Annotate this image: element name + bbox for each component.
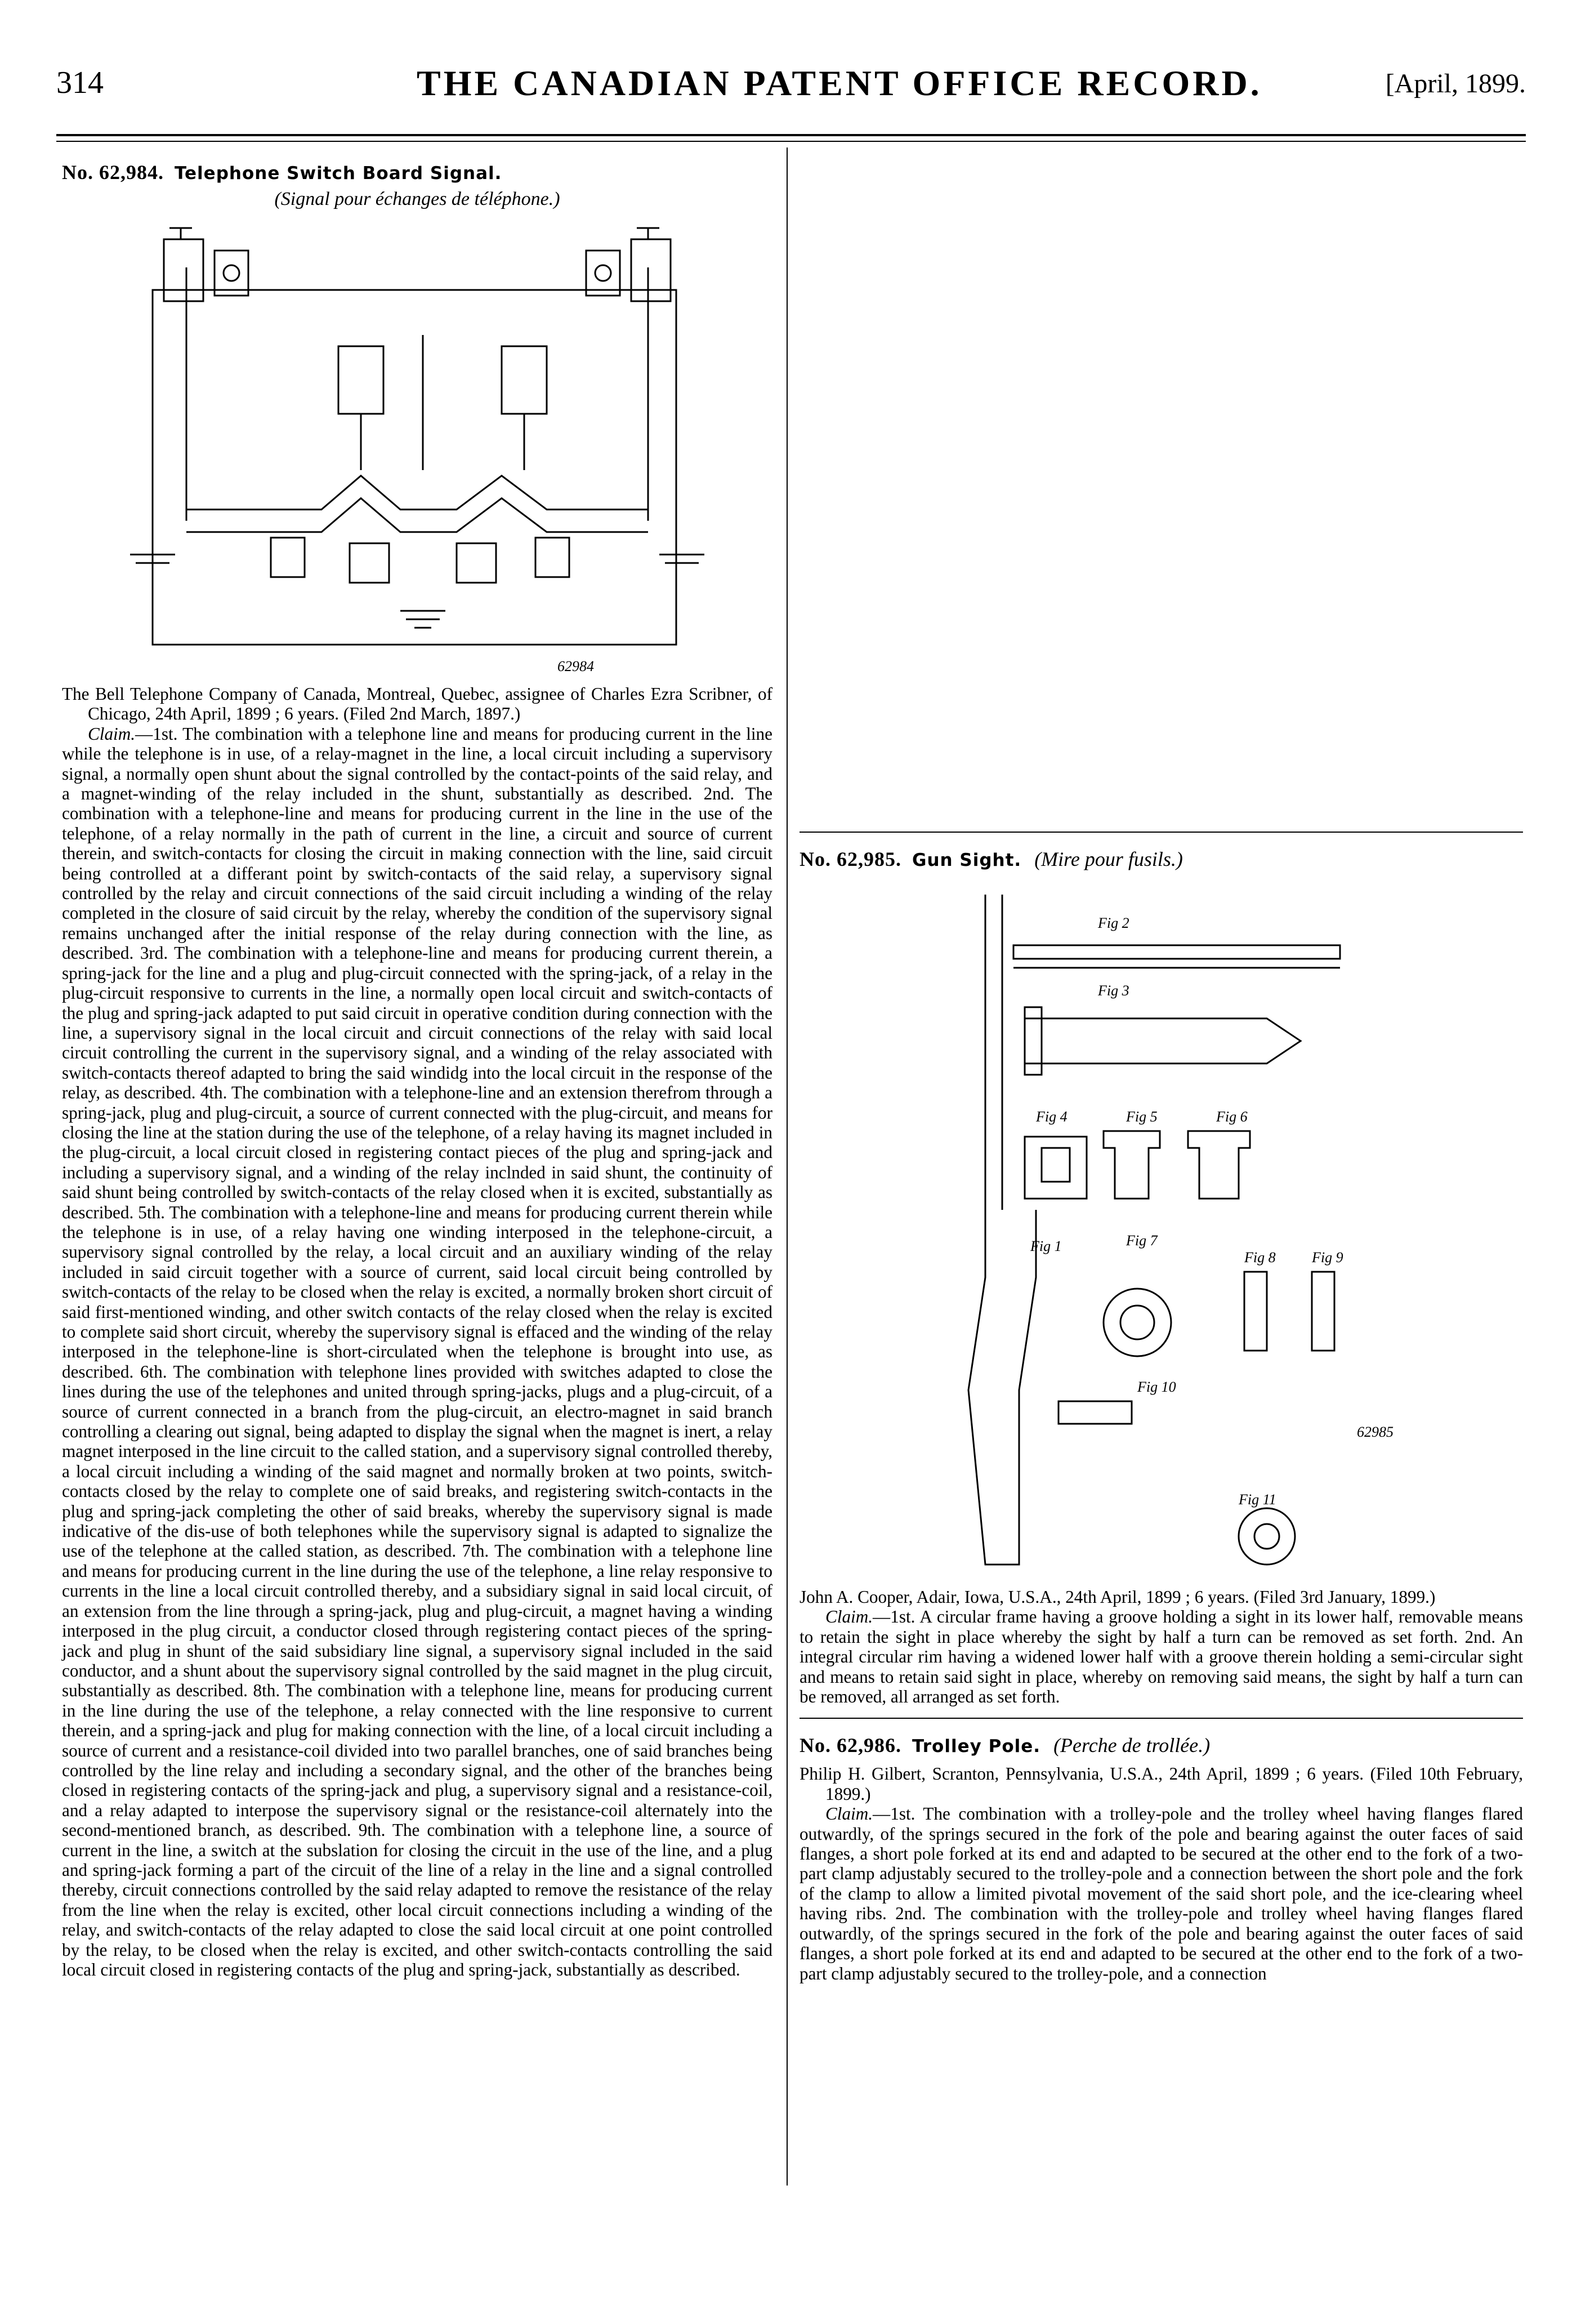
claim-text: —1st. The combination with a telephone line and means for producing current in the line while the telephone is in use, of a relay-magnet in the line, a local circuit including a supervisory signal, a normally open shunt about the signal controlled by the contact-points of the said relay, and a magnet-winding of the relay included in the shunt, substantially as described. 2nd. The combination with a telephone-line and means for producing current in the line in the use of the telephone, of a relay normally in the path of current in the line, a circuit and source of current therein, and switch-contacts for closing the circuit in making connection with the line, said circuit being controlled at a differant point by switch-contacts of the said relay, a supervisory signal controlled by the relay and circuit connections of the said circuit including a winding of the relay completed in the closure of said circuit by the relay, whereby the condition of the supervisory signal remains unchanged after the initial response of the relay during connection with the line, as described. 3rd. The combination with a telephone-line and means for producing current therein, a spring-jack for the line and a plug and plug-circuit connected with the spring-jack, of a relay in the plug-circuit responsive to currents in the line, a normally open local circuit and switch-contacts of the plug and spring-jack adapted to put said circuit in operative condition during connection with the line, a supervisory signal in the local circuit and circuit connections of the relay with said local circuit controlling the current in the supervisory signal, and a winding of the relay associated with switch-contacts thereof adapted to bring the said windidg into the local circuit in the response of the relay, as described. 4th. The combination with a telephone-line and an extension therefrom through a spring-jack, plug and plug-circuit, a source of current connected with the plug-circuit, and means for closing the line at the station during the use of the telephone, of a relay having its magnet included in the plug-circuit, a local circuit closed in registering contact pieces of the plug and spring-jack and including a supervisory signal, and a winding of the relay inclnded in said shunt, the continuity of said shunt being controlled by switch-contacts of the relay closed when it is excited, substantially as described. 5th. The combination with a telephone-line and means for producing current therein while the telephone is in use, of a relay having one winding interposed in the telephone-circuit, a supervisory signal controlled by the relay, a local circuit and an auxiliary winding of the relay included in said circuit together with a source of current, said local circuit being controlled by switch-contacts of the relay to be closed when the relay is excited, a normally broken short circuit of said first-mentioned winding, and other switch contacts of the relay closed when the relay is excited to complete said short circuit, whereby the supervisory signal is effaced and the winding of the relay interposed in the telephone-line is short-circulated when the telephone is brought into use, as described. 6th. The combination with telephone lines provided with switches adapted to close the lines during the use of the telephones and united through spring-jacks, plugs and a plug-circuit, of a source of current connected in a branch from the plug-circuit, an electro-magnet in said branch controlling a clearing out signal, being adapted to display the signal when the magnet is inert, a relay magnet interposed in the line circuit to the called station, and a supervisory signal controlled thereby, a local circuit including a winding of the said magnet and normally broken at two points, switch-contacts closed by the relay to complete one of said breaks, and registering switch-contacts in the plug and spring-jack completing the other of said breaks, whereby the supervisory signal is made indicative of the dis-use of both telephones while the supervisory signal is adapted to signalize the use of the telephone at the called station, as described. 7th. The combination with a telephone line and means for producing current in the line during the use of the telephone, a line relay responsive to currents in the line a local circuit controlled thereby, and a subsidiary signal in said local circuit, of an extension from the line through a spring-jack, plug and plug-circuit, a magnet having a winding interposed in the plug circuit, a conductor closed through registering contact pieces of the spring-jack and plug in shunt of the said subsidiary line signal, a supervisory signal included in the said conductor, and a shunt about the supervisory signal controlled by the said magnet in the plug circuit, substantially as described. 8th. The combination with a telephone line, means for producing current in the line during the use of the telephone, a relay connected with the line responsive to current therein, and a spring-jack and plug for making connection with the line, of a local circuit including a source of current and a resistance-coil divided into two parallel branches, one of said branches being controlled by the line relay and including a secondary signal, and the other of the branches being closed in registering contacts of the spring-jack and plug, a supervisory signal and a resistance-coil, and a relay adapted to interpose the supervisory signal or the resistance-coil alternately into the second-mentioned branch, as described. 9th. The combination with a telephone line, a source of current in the line, a switch at the subslation for closing the circuit in the use of the line, and a plug and spring-jack forming a part of the circuit of the line of a relay in the line and a signal controlled thereby, circuit connections controlled by the said relay adapted to remove the resistance of the relay from the line when the relay is excited, other local circuit connections including a winding of the relay, and switch-contacts of the relay adapted to close the said local circuit at one point controlled by the relay, to be closed when the relay is excited, and other switch-contacts controlling the said local circuit closed in registering contacts of the plug and spring-jack, substantially as described. bbox=[62, 723, 772, 1979]
patent-title-fr: (Mire pour fusils.) bbox=[1034, 848, 1183, 870]
patent-title: Trolley Pole. bbox=[912, 1736, 1041, 1757]
patent-claims bbox=[800, 1607, 1523, 1706]
page-number: 314 bbox=[56, 65, 104, 100]
claim-text: —1st. A circular frame having a groove holding a sight in its lower half, removable means to retain the sight in place whereby the sight by half a turn can be removed as set forth. 2nd. An integral circular rim having a widened lower half with a groove therein holding a semi-circular sight and means to retain said sight in place, whereby on removing said means, the sight by half a turn can be removed, all arranged as set forth. bbox=[800, 1607, 1523, 1707]
fig-label: Fig 6 bbox=[1216, 1109, 1248, 1125]
journal-title: THE CANADIAN PATENT OFFICE RECORD. bbox=[417, 63, 1262, 103]
telephone-switchboard-figure bbox=[62, 217, 772, 678]
figure-reference: 62984 bbox=[557, 658, 594, 674]
header-rule bbox=[56, 134, 1526, 136]
patent-applicant: John A. Cooper, Adair, Iowa, U.S.A., 24th April, 1899 ; 6 years. (Filed 3rd January, 1899.) bbox=[800, 1587, 1436, 1607]
claim-label: Claim. bbox=[88, 723, 136, 744]
claim-label: Claim. bbox=[825, 1804, 873, 1824]
patent-title-fr: (Perche de trollée.) bbox=[1053, 1734, 1211, 1757]
section-rule bbox=[800, 832, 1523, 833]
claim-continuation bbox=[800, 160, 1523, 820]
fig-label: Fig 9 bbox=[1312, 1249, 1343, 1266]
patent-applicant: Philip H. Gilbert, Scranton, Pennsylvania, U.S.A., 24th April, 1899 ; 6 years. (Filed 10th February, 1899.) bbox=[800, 1764, 1523, 1804]
patent-heading bbox=[62, 160, 772, 211]
patent-claims bbox=[800, 1804, 1523, 1983]
patent-number: No. 62,985. bbox=[800, 848, 901, 870]
claim-text: —1st. The combination with a trolley-pole and the trolley wheel having flanges flared outwardly, of the springs secured in the fork of the pole and bearing against the outer faces of said flanges, a short pole forked at its end and adapted to be secured at the other end to the fork of a two-part clamp adjustably secured to the trolley-pole and a connection between the short pole and the fork of the clamp to allow a limited pivotal movement of the said short pole, and the ice-clearing wheel having ribs. 2nd. The combination with the trolley-pole and trolley wheel having flanges flared outwardly, of the springs secured in the fork of the pole and bearing against the outer faces of said flanges, a short pole forked at its end and adapted to be secured at the other end to the fork of a two-part clamp adjustably secured to the trolley-pole, and a connection bbox=[800, 1804, 1523, 1983]
gun-sight-figure bbox=[800, 883, 1523, 1581]
figure-reference: 62985 bbox=[1357, 1424, 1394, 1440]
patent-applicant: The Bell Telephone Company of Canada, Montreal, Quebec, assignee of Charles Ezra Scribner, of Chicago, 24th April, 1899 ; 6 years. (Filed 2nd March, 1897.) bbox=[62, 684, 772, 724]
patent-title: Gun Sight. bbox=[912, 850, 1022, 870]
section-rule bbox=[800, 1718, 1523, 1719]
fig-label: Fig 3 bbox=[1098, 982, 1129, 999]
patent-title: Telephone Switch Board Signal. bbox=[175, 163, 502, 184]
left-column bbox=[62, 160, 772, 1979]
header-rule-thin bbox=[56, 141, 1526, 142]
issue-date: [April, 1899. bbox=[1385, 69, 1526, 99]
fig-label: Fig 10 bbox=[1137, 1379, 1176, 1395]
circuit-diagram bbox=[108, 217, 727, 667]
right-column bbox=[800, 160, 1523, 1983]
claim-label: Claim. bbox=[825, 1607, 873, 1627]
fig-label: Fig 5 bbox=[1126, 1109, 1158, 1125]
fig-label: Fig 2 bbox=[1098, 915, 1129, 931]
fig-label: Fig 8 bbox=[1244, 1249, 1276, 1266]
fig-label: Fig 1 bbox=[1030, 1238, 1062, 1254]
fig-label: Fig 7 bbox=[1126, 1232, 1158, 1249]
patent-claims bbox=[62, 724, 772, 1980]
patent-heading bbox=[800, 1733, 1523, 1758]
fig-label: Fig 11 bbox=[1239, 1491, 1276, 1508]
fig-label: Fig 4 bbox=[1036, 1109, 1068, 1125]
patent-number: No. 62,986. bbox=[800, 1734, 901, 1757]
gun-sight-drawing bbox=[800, 883, 1523, 1581]
patent-title-fr: (Signal pour échanges de téléphone.) bbox=[274, 189, 560, 209]
page-header bbox=[56, 53, 1526, 115]
patent-number: No. 62,984. bbox=[62, 161, 164, 184]
column-separator bbox=[787, 148, 788, 2186]
patent-heading bbox=[800, 847, 1523, 872]
